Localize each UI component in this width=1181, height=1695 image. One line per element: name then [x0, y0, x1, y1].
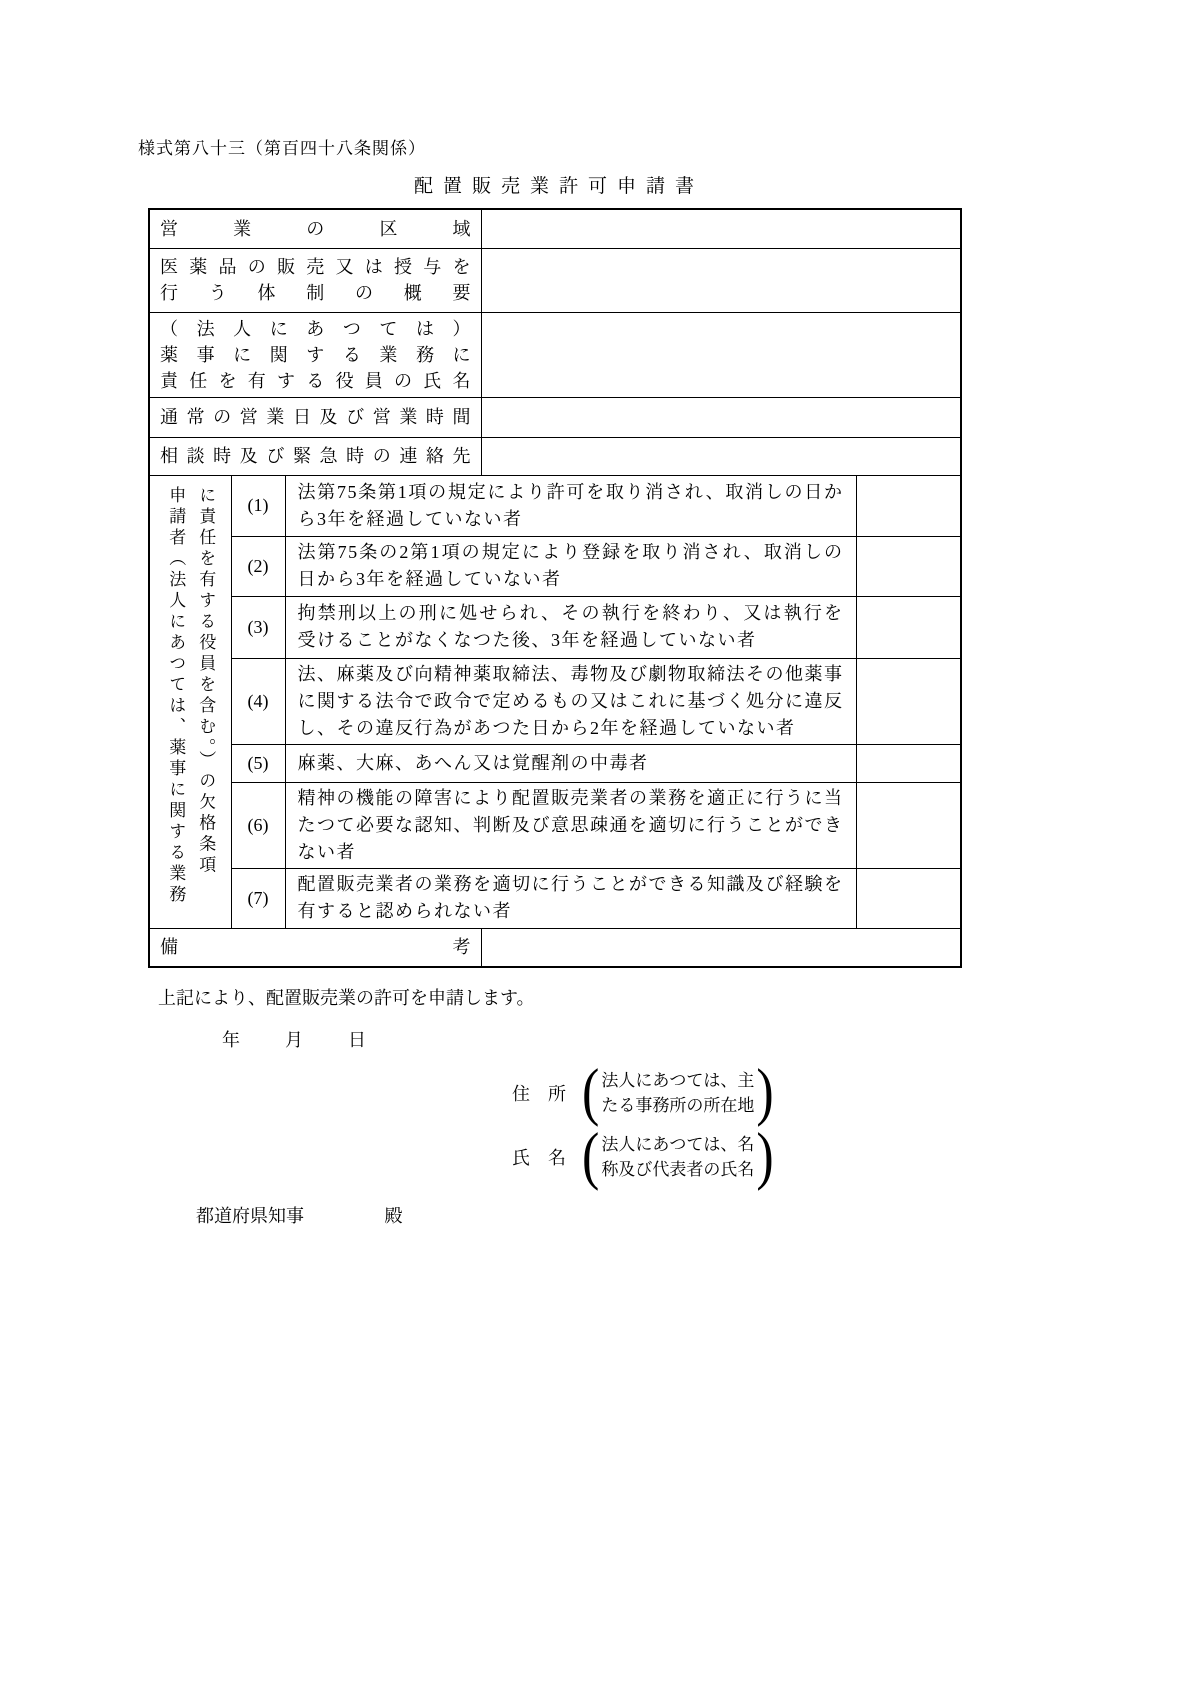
item-text: 拘禁刑以上の刑に処せられ、その執行を終わり、又は執行を受けることがなくなつた後、3年を経過していない者	[285, 596, 856, 658]
item-number: (3)	[231, 596, 285, 658]
field-value-sales-system	[481, 248, 961, 312]
field-row-sales-system	[149, 248, 961, 312]
disqualification-side-label-cell	[149, 475, 231, 928]
field-label-business-area	[149, 209, 481, 248]
item-number: (1)	[231, 475, 285, 536]
governor-label: 都道府県知事	[196, 1206, 304, 1226]
field-value-business-area	[481, 209, 961, 248]
name-row	[512, 1120, 1038, 1192]
item-entry-cell	[856, 782, 961, 868]
field-label-text: 相談時及び緊急時の連絡先	[160, 446, 471, 466]
field-row-business-area	[149, 209, 961, 248]
field-label-text: 医薬品の販売又は授与を	[160, 257, 471, 277]
name-label: 氏 名	[512, 1148, 566, 1168]
disqualification-row	[149, 868, 961, 928]
item-text: 法第75条の2第1項の規定により登録を取り消され、取消しの日から3年を経過していない者	[285, 536, 856, 596]
item-text: 精神の機能の障害により配置販売業者の業務を適正に行うに当たつて必要な認知、判断及び意思疎通を適切に行うことができない者	[285, 782, 856, 868]
remarks-label-cell	[149, 928, 481, 967]
item-entry-cell	[856, 596, 961, 658]
paren-close: )	[756, 1120, 774, 1192]
remarks-row	[149, 928, 961, 967]
address-note-line: 法人にあつては、主	[601, 1071, 755, 1090]
field-label-emergency-contact	[149, 437, 481, 475]
field-value-emergency-contact	[481, 437, 961, 475]
name-note	[601, 1132, 754, 1182]
item-number: (6)	[231, 782, 285, 868]
disqualification-side-label: 申請者（法人にあつては、薬事に関する業務に責任を有する役員を含む。）の欠格条項	[166, 485, 216, 906]
addressee-line	[196, 1202, 1038, 1228]
field-label-text: （法人にあつては）	[160, 318, 471, 339]
field-label-text: 薬事に関する業務に	[160, 344, 471, 365]
disqualification-row	[149, 782, 961, 868]
item-number: (5)	[231, 744, 285, 782]
item-entry-cell	[856, 744, 961, 782]
application-form-table	[148, 208, 962, 968]
item-entry-cell	[856, 536, 961, 596]
remarks-label: 備考	[160, 937, 471, 958]
vertical-label-wrap	[150, 486, 231, 918]
name-note-line: 法人にあつては、名	[601, 1135, 755, 1154]
field-label-text: 行う体制の概要	[160, 283, 471, 303]
item-text: 麻薬、大麻、あへん又は覚醒剤の中毒者	[285, 744, 856, 782]
field-label-text: 通常の営業日及び営業時間	[160, 407, 471, 427]
address-row	[512, 1056, 1038, 1128]
application-statement: 上記により、配置販売業の許可を申請します。	[158, 988, 535, 1008]
disqualification-row	[149, 744, 961, 782]
item-text: 配置販売業者の業務を適切に行うことができる知識及び経験を有すると認められない者	[285, 868, 856, 928]
item-text: 法第75条第1項の規定により許可を取り消され、取消しの日から3年を経過していない者	[285, 475, 856, 536]
date-line: 年 月 日	[222, 1030, 369, 1050]
paren-open: (	[582, 1120, 600, 1192]
field-label-responsible-officer	[149, 312, 481, 397]
field-value-responsible-officer	[481, 312, 961, 397]
item-number: (7)	[231, 868, 285, 928]
field-row-responsible-officer	[149, 312, 961, 397]
disqualification-row	[149, 658, 961, 744]
honorific: 殿	[384, 1206, 403, 1226]
field-row-business-hours	[149, 397, 961, 437]
field-label-business-hours	[149, 397, 481, 437]
item-entry-cell	[856, 658, 961, 744]
document-content	[138, 134, 1038, 1228]
field-label-text: 営業の区域	[160, 218, 471, 239]
field-row-emergency-contact	[149, 437, 961, 475]
field-label-text: 責任を有する役員の氏名	[160, 370, 471, 391]
item-entry-cell	[856, 475, 961, 536]
address-note-line: たる事務所の所在地	[601, 1096, 755, 1115]
item-number: (2)	[231, 536, 285, 596]
field-value-business-hours	[481, 397, 961, 437]
disqualification-row	[149, 596, 961, 658]
item-text: 法、麻薬及び向精神薬取締法、毒物及び劇物取締法その他薬事に関する法令で政令で定めるもの又はこれに基づく処分に違反し、その違反行為があつた日から2年を経過していない者	[285, 658, 856, 744]
disqualification-row	[149, 475, 961, 536]
disqualification-row	[149, 536, 961, 596]
form-number: 様式第八十三（第百四十八条関係）	[138, 139, 426, 158]
field-label-sales-system	[149, 248, 481, 312]
address-note	[601, 1068, 754, 1118]
paren-open: (	[582, 1056, 600, 1128]
item-number: (4)	[231, 658, 285, 744]
item-entry-cell	[856, 868, 961, 928]
name-note-line: 称及び代表者の氏名	[601, 1160, 755, 1179]
remarks-value-cell	[481, 928, 961, 967]
document-title: 配置販売業許可申請書	[413, 176, 704, 197]
address-label: 住 所	[512, 1084, 566, 1104]
paren-close: )	[756, 1056, 774, 1128]
